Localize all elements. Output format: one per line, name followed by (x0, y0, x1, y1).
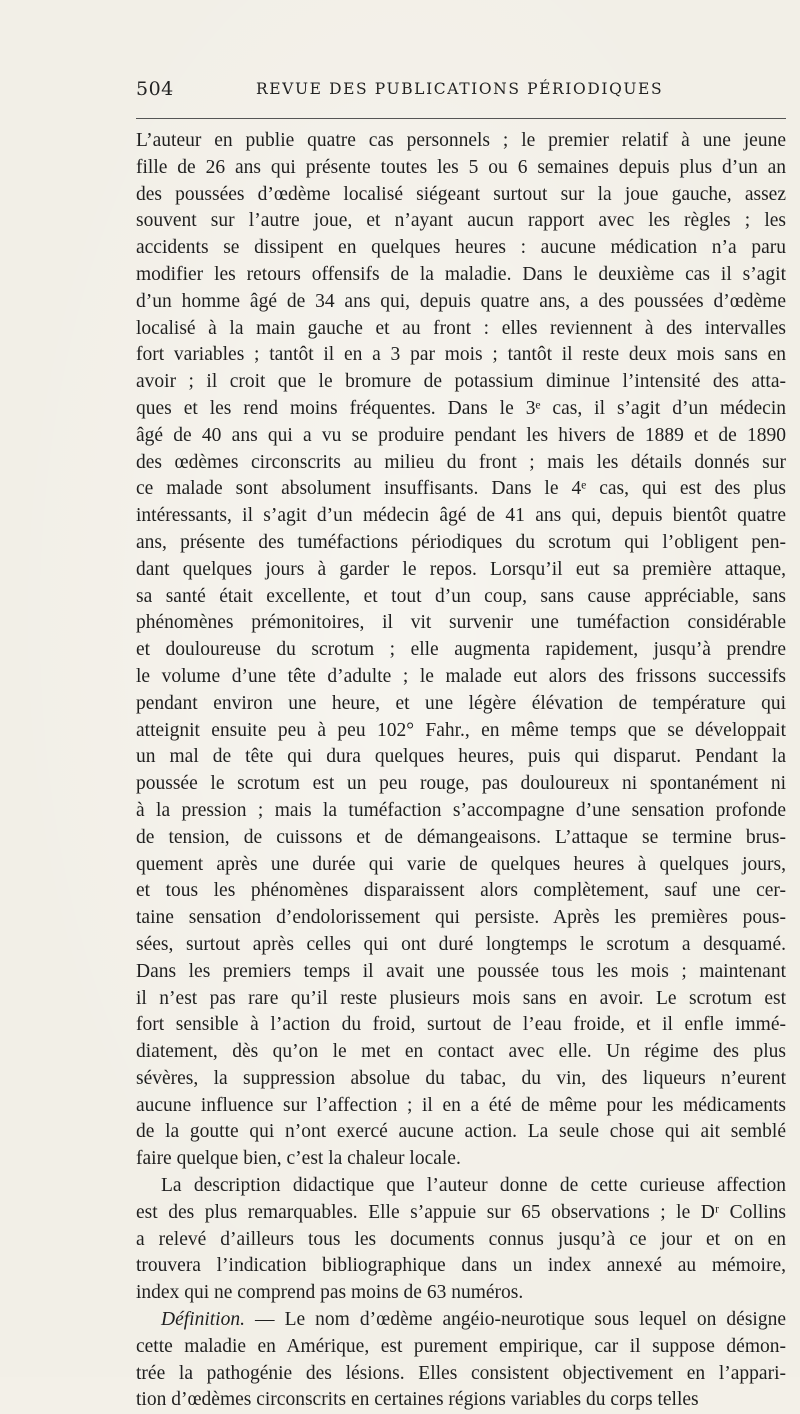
section-lead: Définition. (161, 1309, 245, 1331)
text-line: à la pression ; mais la tuméfaction s’accompagne d’une sensation profonde (136, 799, 786, 821)
text-line: âgé de 40 ans qui a vu se produire pendant les hivers de 1889 et de 1890 (136, 424, 786, 446)
text-line: et tous les phénomènes disparaissent alors complètement, sauf une cer- (136, 880, 786, 902)
text-line: trée la pathogénie des lésions. Elles consistent objectivement en l’appari- (136, 1362, 786, 1384)
page-header (136, 78, 786, 102)
text-line: Dans les premiers temps il avait une poussée tous les mois ; maintenant (136, 960, 786, 982)
paragraph-1 (136, 128, 786, 1173)
text-line: des œdèmes circonscrits au milieu du front ; mais les détails donnés sur (136, 451, 786, 473)
text-line: fille de 26 ans qui présente toutes les 5 ou 6 semaines depuis plus d’un an (136, 156, 786, 178)
text-line: d’un homme âgé de 34 ans qui, depuis quatre ans, a des poussées d’œdème (136, 290, 786, 312)
running-title: REVUE DES PUBLICATIONS PÉRIODIQUES (256, 80, 664, 98)
paragraph-3 (136, 1307, 786, 1414)
text-line: tion d’œdèmes circonscrits en certaines régions variables du corps telles (136, 1389, 699, 1411)
text-line: diatement, dès qu’on le met en contact avec elle. Un régime des plus (136, 1041, 786, 1063)
text-line: taine sensation d’endolorissement qui persiste. Après les premières pous- (136, 907, 786, 929)
text-line: localisé à la main gauche et au front : elles reviennent à des intervalles (136, 317, 786, 339)
text-line: dant quelques jours à garder le repos. Lorsqu’il eut sa première attaque, (136, 558, 786, 580)
text-line: trouvera l’indication bibliographique dans un index annexé au mémoire, (136, 1255, 786, 1277)
text-line (136, 1307, 786, 1334)
text-line: est des plus remarquables. Elle s’appuie sur 65 observations ; le Dʳ Collins (136, 1201, 786, 1223)
text-line: accidents se dissipent en quelques heures : aucune médication n’a paru (136, 237, 786, 259)
text-line: faire quelque bien, c’est la chaleur locale. (136, 1148, 461, 1170)
text-line: modifier les retours offensifs de la maladie. Dans le deuxième cas il s’agit (136, 263, 786, 285)
paragraph-2 (136, 1173, 786, 1307)
text-line: a relevé d’ailleurs tous les documents connus jusqu’à ce jour et on en (136, 1228, 786, 1250)
text-line: sa santé était excellente, et tout d’un coup, sans cause appréciable, sans (136, 585, 786, 607)
text-line: fort sensible à l’action du froid, surtout de l’eau froide, et il enfle immé- (136, 1014, 786, 1036)
text-line-rest: — Le nom d’œdème angéio-neurotique sous lequel on désigne (244, 1309, 786, 1331)
text-line: fort variables ; tantôt il en a 3 par mois ; tantôt il reste deux mois sans en (136, 344, 786, 366)
text-line: de la goutte qui n’ont exercé aucune action. La seule chose qui ait semblé (136, 1121, 786, 1143)
text-line: le volume d’une tête d’adulte ; le malade eut alors des frissons successifs (136, 665, 786, 687)
text-line: quement après une durée qui varie de quelques heures à quelques jours, (136, 853, 786, 875)
text-line: sées, surtout après celles qui ont duré longtemps le scrotum a desquamé. (136, 933, 786, 955)
page-number: 504 (136, 78, 174, 100)
text-line: pendant environ une heure, et une légère élévation de température qui (136, 692, 786, 714)
text-line: ques et les rend moins fréquentes. Dans le 3ᵉ cas, il s’agit d’un médecin (136, 397, 786, 419)
text-line: il n’est pas rare qu’il reste plusieurs mois sans en avoir. Le scrotum est (136, 987, 786, 1009)
text-line: index qui ne comprend pas moins de 63 numéros. (136, 1282, 524, 1304)
text-line: L’auteur en publie quatre cas personnels ; le premier relatif à une jeune (136, 130, 786, 151)
text-line: sévères, la suppression absolue du tabac, du vin, des liqueurs n’eurent (136, 1067, 786, 1089)
text-line: La description didactique que l’auteur donne de cette curieuse affection (161, 1175, 786, 1197)
body-text (136, 128, 786, 1414)
header-rule (136, 118, 786, 119)
text-line: des poussées d’œdème localisé siégeant surtout sur la joue gauche, assez (136, 183, 786, 205)
text-line: cette maladie en Amérique, est purement empirique, car il suppose démon- (136, 1335, 786, 1357)
text-line: et douloureuse du scrotum ; elle augmenta rapidement, jusqu’à prendre (136, 639, 786, 661)
text-line: avoir ; il croit que le bromure de potassium diminue l’intensité des atta- (136, 371, 786, 393)
text-line: atteignit ensuite peu à peu 102° Fahr., en même temps que se développait (136, 719, 786, 741)
text-line: aucune influence sur l’affection ; il en a été de même pour les médicaments (136, 1094, 786, 1116)
text-line: phénomènes prémonitoires, il vit survenir une tuméfaction considérable (136, 612, 786, 634)
text-line: intéressants, il s’agit d’un médecin âgé de 41 ans qui, depuis bientôt quatre (136, 505, 786, 527)
text-line: ce malade sont absolument insuffisants. Dans le 4ᵉ cas, qui est des plus (136, 478, 786, 500)
text-line: souvent sur l’autre joue, et n’ayant aucun rapport avec les règles ; les (136, 210, 786, 232)
text-line: de tension, de cuissons et de démangeaisons. L’attaque se termine brus- (136, 826, 786, 848)
text-line: un mal de tête qui dura quelques heures, puis qui disparut. Pendant la (136, 746, 786, 768)
text-line: poussée le scrotum est un peu rouge, pas douloureux ni spontanément ni (136, 773, 786, 795)
text-line: ans, présente des tuméfactions périodiques du scrotum qui l’obligent pen- (136, 531, 786, 553)
